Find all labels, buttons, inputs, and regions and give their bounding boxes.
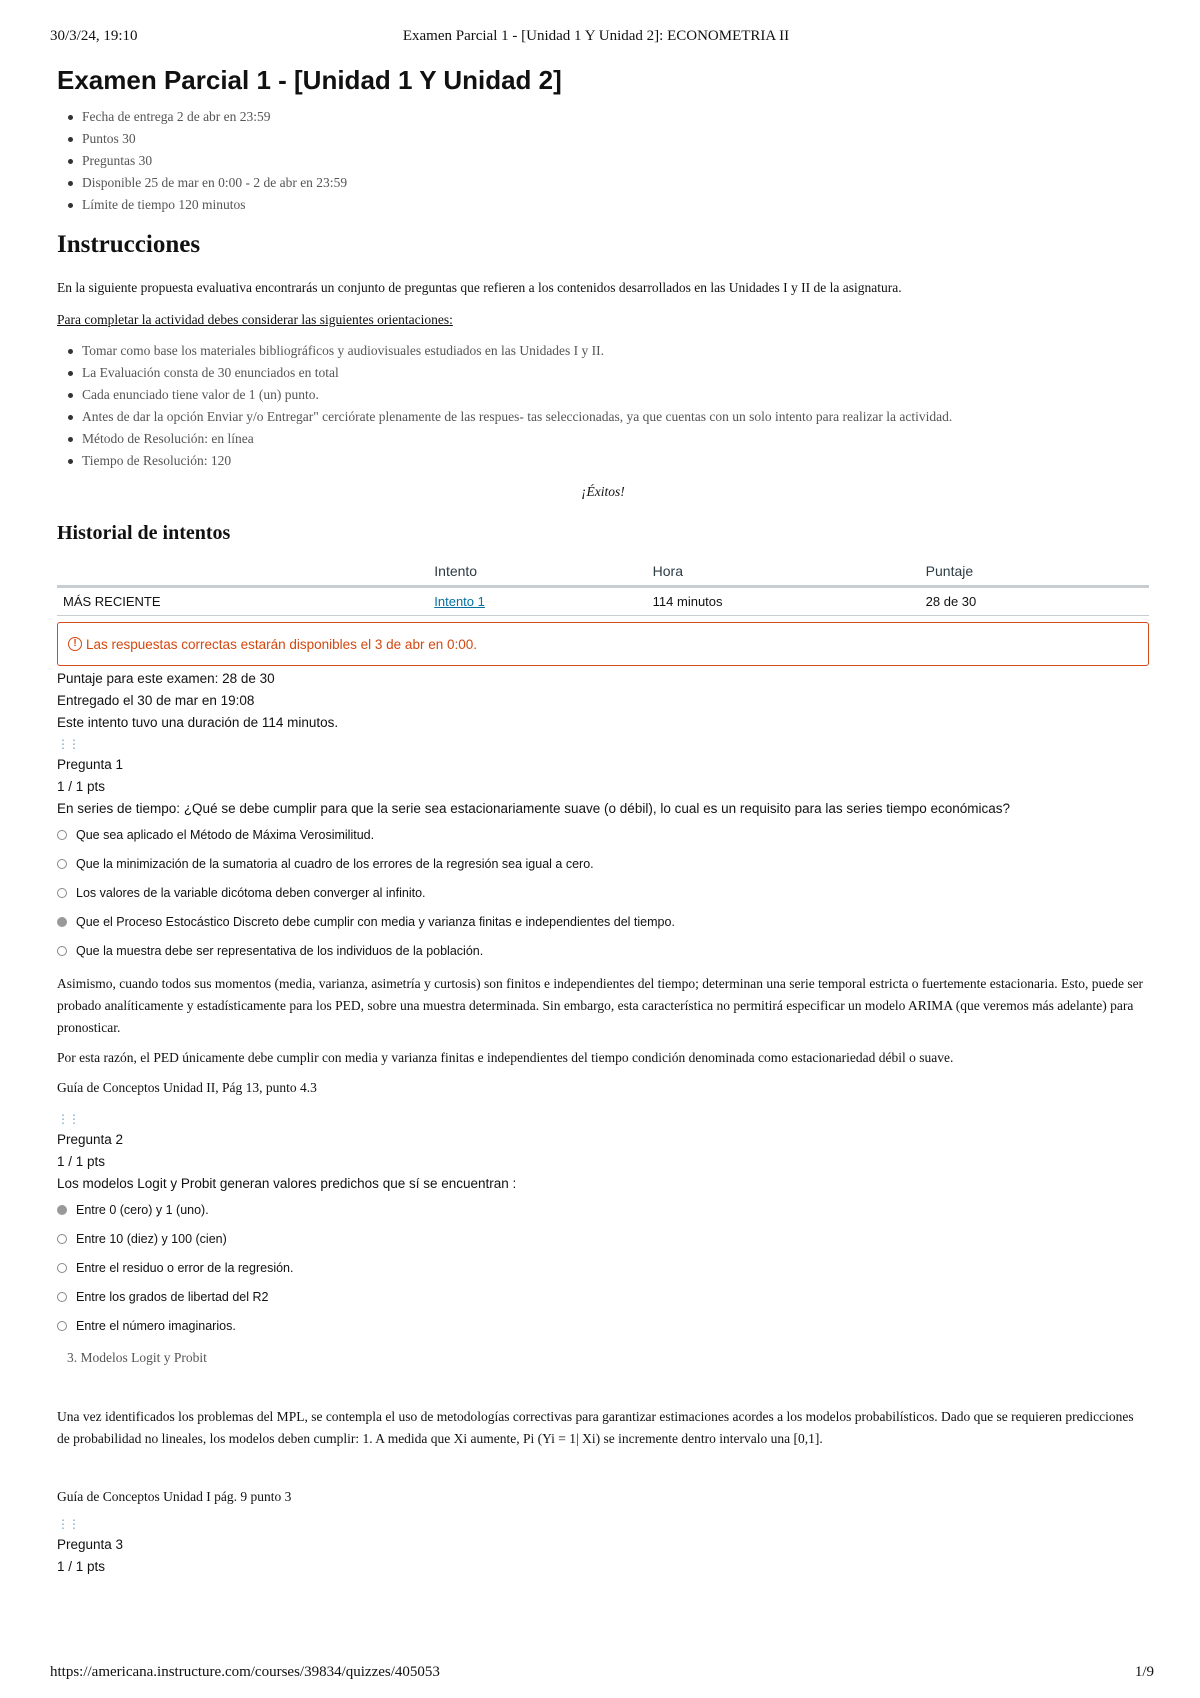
question-2-text: Los modelos Logit y Probit generan valores predichos que sí se encuentran :: [57, 1176, 517, 1191]
instructions-heading: Instrucciones: [57, 231, 201, 258]
attempt-link[interactable]: Intento 1: [434, 594, 485, 609]
answer-label: Que sea aplicado el Método de Máxima Verosimilitud.: [76, 827, 375, 842]
radio-icon[interactable]: [57, 1321, 67, 1331]
instruction-item: Tiempo de Resolución: 120: [82, 450, 1149, 472]
question-1-feedback-2: Por esta razón, el PED únicamente debe cumplir con media y varianza finitas e independientes del tiempo condición denominada como estacionariedad débil o suave.: [57, 1050, 954, 1065]
answer-option[interactable]: [57, 1224, 1149, 1253]
answer-option-selected[interactable]: [57, 907, 1149, 936]
drag-handle-icon[interactable]: ⋮⋮: [57, 1517, 79, 1531]
question-3-points: 1 / 1 pts: [57, 1559, 106, 1574]
question-2-points: 1 / 1 pts: [57, 1154, 106, 1169]
answer-label: Que la minimización de la sumatoria al cuadro de los errores de la regresión sea igual a cero.: [76, 856, 594, 871]
radio-selected-icon[interactable]: [57, 917, 67, 927]
drag-handle-icon[interactable]: ⋮⋮: [57, 1112, 79, 1126]
instruction-item: Método de Resolución: en línea: [82, 428, 1149, 450]
question-1-feedback: Asimismo, cuando todos sus momentos (media, varianza, asimetría y curtosis) son finitos e independientes del tiempo; determinan una serie temporal estricta o fuertemente estacionaria. Esto, puede ser probado analíticamente y estadísticamente para los PED, sobre una muestra determinada. Sin embargo, esta característica no permitirá especificar un modelo ARIMA (que veremos más adelante) para pronosticar.: [57, 976, 1144, 1035]
question-1-reference: Guía de Conceptos Unidad II, Pág 13, punto 4.3: [57, 1080, 317, 1095]
meta-questions: Preguntas 30: [82, 150, 1149, 172]
meta-available: Disponible 25 de mar en 0:00 - 2 de abr en 23:59: [82, 172, 1149, 194]
column-header: [57, 557, 428, 587]
radio-icon[interactable]: [57, 946, 67, 956]
time-cell: 114 minutos: [647, 587, 920, 616]
history-heading: Historial de intentos: [57, 522, 231, 544]
table-row: [57, 587, 1149, 616]
answer-option-selected[interactable]: [57, 1195, 1149, 1224]
question-2-label: Pregunta 2: [57, 1132, 124, 1147]
instructions-closing: ¡Éxitos!: [581, 484, 625, 499]
print-page-number: 1/9: [1134, 1664, 1154, 1680]
question-2-feedback: Una vez identificados los problemas del MPL, se contempla el uso de metodologías correctivas para garantizar estimaciones acordes a los modelos probabilísticos. Dado que se requieren predicciones de probabilidad no lineales, los modelos deben cumplir: 1. A medida que Xi aumente, Pi (Yi = 1| Xi) se incremente dentro intervalo una [0,1].: [57, 1409, 1134, 1446]
radio-selected-icon[interactable]: [57, 1205, 67, 1215]
meta-time-limit: Límite de tiempo 120 minutos: [82, 194, 1149, 216]
answer-option[interactable]: [57, 1282, 1149, 1311]
answer-option[interactable]: [57, 878, 1149, 907]
instructions-orientations-label: Para completar la actividad debes considerar las siguientes orientaciones:: [57, 312, 453, 327]
answer-label: Que el Proceso Estocástico Discreto debe cumplir con media y varianza finitas e independientes del tiempo.: [76, 914, 675, 929]
answers-availability-alert: [57, 622, 1149, 666]
answer-option[interactable]: [57, 936, 1149, 965]
radio-icon[interactable]: [57, 1263, 67, 1273]
radio-icon[interactable]: [57, 1292, 67, 1302]
alert-text: Las respuestas correctas estarán disponibles el 3 de abr en 0:00.: [86, 636, 477, 652]
answer-label: Entre los grados de libertad del R2: [76, 1289, 269, 1304]
warning-icon: !: [68, 637, 82, 651]
radio-icon[interactable]: [57, 1234, 67, 1244]
radio-icon[interactable]: [57, 830, 67, 840]
answer-option[interactable]: [57, 1311, 1149, 1340]
answer-option[interactable]: [57, 849, 1149, 878]
attempt-cell: [428, 587, 646, 616]
latest-label: MÁS RECIENTE: [57, 587, 428, 616]
submitted-summary: Entregado el 30 de mar en 19:08: [57, 693, 255, 708]
answer-label: Entre 0 (cero) y 1 (uno).: [76, 1202, 209, 1217]
quiz-meta-list: [57, 106, 1149, 216]
question-2-reference: Guía de Conceptos Unidad I pág. 9 punto 3: [57, 1489, 292, 1504]
instruction-item: Cada enunciado tiene valor de 1 (un) punto.: [82, 384, 1149, 406]
radio-icon[interactable]: [57, 859, 67, 869]
print-footer: [50, 1664, 1154, 1681]
score-summary: Puntaje para este examen: 28 de 30: [57, 671, 275, 686]
instruction-item: Antes de dar la opción Enviar y/o Entregar" cerciórate plenamente de las respues- tas seleccionadas, ya que cuentas con un solo intento para realizar la actividad.: [82, 406, 1149, 428]
page-title: Examen Parcial 1 - [Unidad 1 Y Unidad 2]: [57, 65, 562, 95]
answer-label: Entre el número imaginarios.: [76, 1318, 236, 1333]
attempt-history-table: [57, 557, 1149, 616]
print-doc-title: Examen Parcial 1 - [Unidad 1 Y Unidad 2]: ECONOMETRIA II: [402, 28, 790, 44]
column-header-score: Puntaje: [920, 557, 1149, 587]
print-url: https://americana.instructure.com/courses/39834/quizzes/405053: [50, 1664, 440, 1680]
answer-label: Entre el residuo o error de la regresión.: [76, 1260, 294, 1275]
instructions-intro: En la siguiente propuesta evaluativa encontrarás un conjunto de preguntas que refieren a los contenidos desarrollados en las Unidades I y II de la asignatura.: [57, 280, 902, 295]
question-2-subheading: 3. Modelos Logit y Probit: [67, 1350, 207, 1365]
answer-label: Que la muestra debe ser representativa de los individuos de la población.: [76, 943, 484, 958]
answer-option[interactable]: [57, 1253, 1149, 1282]
instructions-list: [57, 340, 1149, 472]
answer-label: Entre 10 (diez) y 100 (cien): [76, 1231, 227, 1246]
score-cell: 28 de 30: [920, 587, 1149, 616]
question-1-text: En series de tiempo: ¿Qué se debe cumplir para que la serie sea estacionariamente suave (o débil), lo cual es un requisito para las series tiempo económicas?: [57, 801, 1011, 816]
print-header: [50, 28, 1142, 48]
answer-option[interactable]: [57, 820, 1149, 849]
radio-icon[interactable]: [57, 888, 67, 898]
instruction-item: Tomar como base los materiales bibliográficos y audiovisuales estudiados en las Unidades I y II.: [82, 340, 1149, 362]
column-header-time: Hora: [647, 557, 920, 587]
question-3-label: Pregunta 3: [57, 1537, 124, 1552]
print-date: 30/3/24, 19:10: [50, 28, 138, 44]
answer-label: Los valores de la variable dicótoma deben converger al infinito.: [76, 885, 426, 900]
instruction-item: La Evaluación consta de 30 enunciados en total: [82, 362, 1149, 384]
column-header-attempt: Intento: [428, 557, 646, 587]
question-1-label: Pregunta 1: [57, 757, 124, 772]
meta-points: Puntos 30: [82, 128, 1149, 150]
drag-handle-icon[interactable]: ⋮⋮: [57, 737, 79, 751]
meta-due-date: Fecha de entrega 2 de abr en 23:59: [82, 106, 1149, 128]
duration-summary: Este intento tuvo una duración de 114 minutos.: [57, 715, 339, 730]
table-header-row: [57, 557, 1149, 587]
question-1-points: 1 / 1 pts: [57, 779, 106, 794]
quiz-content: [57, 64, 1149, 1578]
